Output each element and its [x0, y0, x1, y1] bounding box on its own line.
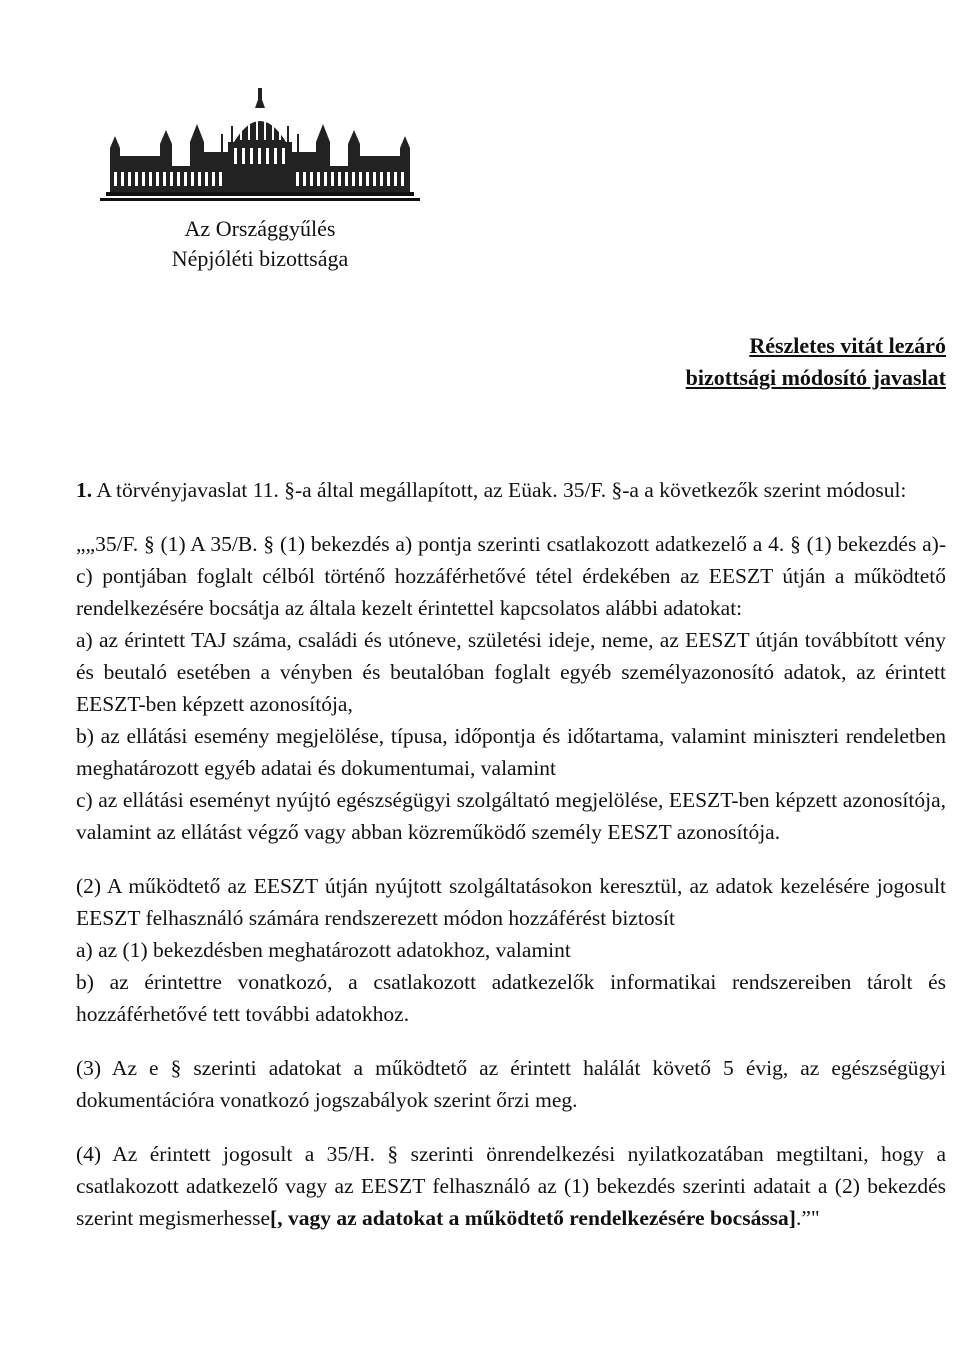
paragraph-5: c) az ellátási eseményt nyújtó egészségügyi szolgáltató megjelölése, EESZT-ben képzett azonosítója, valamint az ellátást végző vagy abban közreműködő személy EESZT azonosítója. — [76, 788, 946, 844]
paragraph-10 — [76, 1138, 946, 1234]
paragraph-1 — [76, 474, 946, 506]
paragraph-9: (3) Az e § szerinti adatokat a működtető az érintett halálát követő 5 évig, az egészségügyi dokumentációra vonatkozó jogszabályok szerint őrzi meg. — [76, 1056, 946, 1112]
organization-name — [130, 214, 390, 274]
paragraph-8: b) az érintettre vonatkozó, a csatlakozott adatkezelők informatikai rendszereiben tárolt és hozzáférhetővé tett további adatokhoz. — [76, 970, 946, 1026]
parliament-building-logo — [100, 86, 420, 206]
paragraph-7: a) az (1) bekezdésben meghatározott adatokhoz, valamint — [76, 938, 571, 962]
paragraph-6: (2) A működtető az EESZT útján nyújtott szolgáltatásokon keresztül, az adatok kezelésére jogosult EESZT felhasználó számára rendszerezett módon hozzáférést biztosít — [76, 874, 946, 930]
paragraph-2: „„35/F. § (1) A 35/B. § (1) bekezdés a) pontja szerinti csatlakozott adatkezelő a 4. § (1) bekezdés a)-c) pontjában foglalt célból történő hozzáférhetővé tétel érdekében az EESZT útján a működtető rendelkezésére bocsátja az általa kezelt érintettel kapcsolatos alábbi adatokat: — [76, 532, 946, 620]
paragraph-3: a) az érintett TAJ száma, családi és utóneve, születési ideje, neme, az EESZT útján továbbított vény és beutaló esetében a vényben és beutalóban foglalt egyéb személyazonosító adatok, az érintett EESZT-ben képzett azonosítója, — [76, 628, 946, 716]
proposal-line-2: bizottsági módosító javaslat — [685, 365, 946, 390]
paragraph-1-text: A törvényjavaslat 11. §-a által megállapított, az Eüak. 35/F. §-a a következők szerint módosul: — [92, 478, 907, 502]
document-body — [76, 474, 946, 1234]
paragraph-10-main: (4) Az érintett jogosult a 35/H. § szerinti önrendelkezési nyilatkozatában megtiltani, hogy a csatlakozott adatkezelő vagy az EESZT felhasználó az (1) bekezdés szerinti adatait a (2) bekezdés szerint megismerhesse — [76, 1142, 946, 1230]
paragraph-10-end: .”" — [795, 1206, 820, 1230]
proposal-title — [686, 330, 946, 394]
item-number: 1. — [76, 478, 93, 502]
proposal-line-1: Részletes vitát lezáró — [749, 333, 946, 358]
parliament-icon — [100, 86, 420, 206]
org-line-2: Népjóléti bizottsága — [171, 246, 349, 271]
paragraph-4: b) az ellátási esemény megjelölése, típusa, időpontja és időtartama, valamint miniszteri rendeletben meghatározott egyéb adatai és dokumentumai, valamint — [76, 724, 946, 780]
org-line-1: Az Országgyűlés — [184, 216, 336, 241]
deleted-text-bracket: [, vagy az adatokat a működtető rendelkezésére bocsássa] — [270, 1206, 796, 1230]
